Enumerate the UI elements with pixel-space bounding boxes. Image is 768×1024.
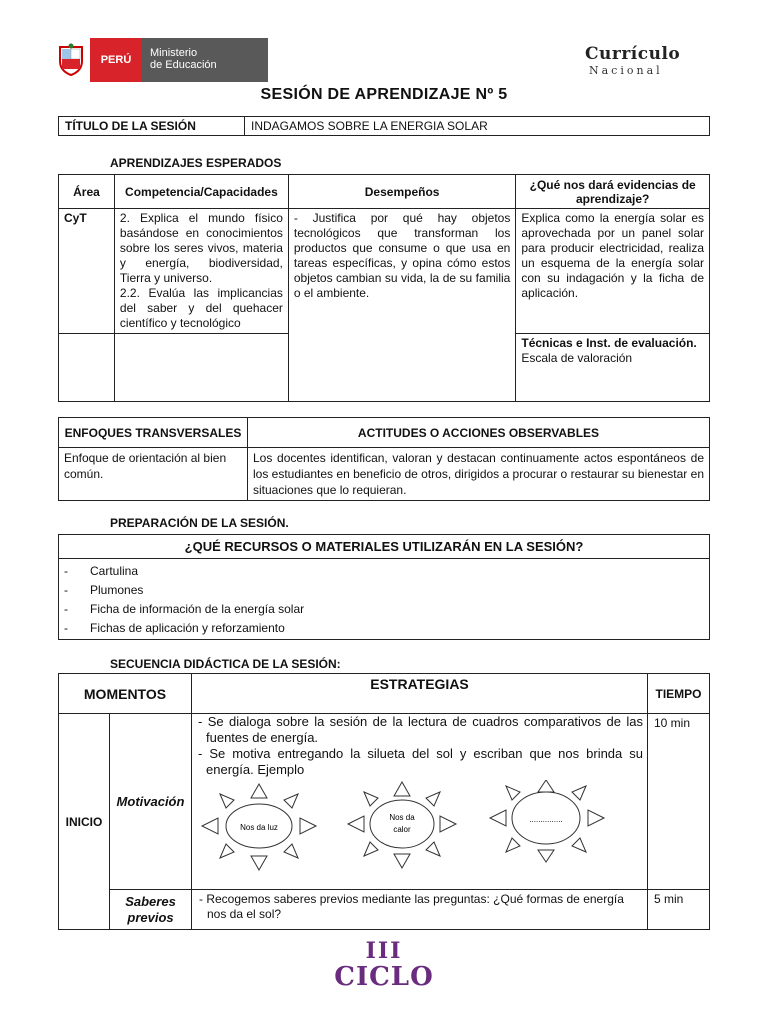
desempeno-cell: - Justifica por qué hay objetos tecnológicos que transforman los productos que consume o que usa en tareas específicas, y opina cómo estos objetos cambian su vida, la de su familia o el ambiente. bbox=[288, 209, 515, 402]
secuencia-heading: SECUENCIA DIDÁCTICA DE LA SESIÓN: bbox=[110, 657, 341, 671]
col-desempenos: Desempeños bbox=[288, 175, 515, 209]
list-item bbox=[64, 580, 704, 599]
tecnicas-value: Escala de valoración bbox=[521, 351, 633, 365]
sun-3-label: ............... bbox=[529, 815, 563, 824]
ministry-label bbox=[142, 38, 268, 82]
saberes-text: - Recogemos saberes previos mediante las preguntas: ¿Qué formas de energía nos da el sol? bbox=[199, 892, 624, 921]
session-title-label: TÍTULO DE LA SESIÓN bbox=[59, 117, 245, 136]
ministry-line2: de Educación bbox=[150, 59, 217, 71]
evidencia-cell: Explica como la energía solar es aprovechada por un panel solar para producir electricidad, realiza un esquema de la energía solar con su indagación y la ficha de aplicación. bbox=[516, 209, 710, 334]
saberes-cell bbox=[192, 890, 648, 930]
item-text: Fichas de aplicación y reforzamiento bbox=[90, 620, 285, 635]
saberes-label-2: previos bbox=[127, 909, 174, 925]
tecnicas-label: Técnicas e Inst. de evaluación. bbox=[521, 336, 697, 350]
ministry-line1: Ministerio bbox=[150, 47, 198, 59]
materiales-list bbox=[59, 559, 710, 640]
session-title-value: INDAGAMOS SOBRE LA ENERGIA SOLAR bbox=[245, 117, 710, 136]
peru-label: PERÚ bbox=[90, 38, 142, 82]
enfoques-header: ENFOQUES TRANSVERSALES bbox=[59, 418, 248, 448]
capacidad-text: 2.2. Evalúa las implicancias del saber y del quehacer científico y tecnológico bbox=[119, 286, 283, 330]
ciclo-logo bbox=[0, 938, 768, 990]
list-item bbox=[64, 561, 704, 580]
actitud-cell: Los docentes identifican, valoran y destacan continuamente actos espontáneos de los estudiantes en beneficio de otros, dirigidos a procurar o restaurar su bienestar en situaciones que lo requieran. bbox=[248, 448, 710, 501]
page-title: SESIÓN DE APRENDIZAJE Nº 5 bbox=[260, 86, 508, 103]
item-text: Plumones bbox=[90, 582, 144, 597]
competencia-text: 2. Explica el mundo físico basándose en conocimientos sobre los seres vivos, materia y energía, biodiversidad, Tierra y universo. bbox=[119, 211, 283, 285]
motivacion-text-1: - Se dialoga sobre la sesión de la lectura de cuadros comparativos de las fuentes de energía. bbox=[198, 714, 643, 745]
coat-of-arms-icon bbox=[52, 38, 90, 82]
list-item bbox=[64, 618, 704, 637]
saberes-time: 5 min bbox=[648, 890, 710, 930]
bullet: - bbox=[64, 582, 68, 597]
sun-1-label: Nos da luz bbox=[240, 823, 278, 832]
bullet: - bbox=[64, 601, 68, 616]
nacional-text: Nacional bbox=[589, 64, 663, 77]
empty-area-cell bbox=[59, 334, 115, 402]
sun-silhouettes bbox=[196, 780, 636, 876]
materiales-question: ¿QUÉ RECURSOS O MATERIALES UTILIZARÁN EN LA SESIÓN? bbox=[59, 535, 710, 559]
saberes-label-1: Saberes bbox=[125, 893, 176, 909]
sun-2-label-a: Nos da bbox=[389, 813, 415, 822]
motivacion-cell bbox=[192, 714, 648, 890]
list-item bbox=[64, 599, 704, 618]
tecnicas-cell bbox=[516, 334, 710, 402]
actitudes-header: ACTITUDES O ACCIONES OBSERVABLES bbox=[248, 418, 710, 448]
motivacion-text-2: - Se motiva entregando la silueta del sol y escriban que nos brinda su energía. Ejemplo bbox=[198, 746, 643, 777]
col-evidencias: ¿Qué nos dará evidencias de aprendizaje? bbox=[516, 175, 710, 209]
col-area: Área bbox=[59, 175, 115, 209]
curriculo-text: Currículo bbox=[585, 44, 681, 64]
minedu-logo bbox=[52, 38, 268, 82]
inicio-cell: INICIO bbox=[59, 714, 110, 930]
bullet: - bbox=[64, 563, 68, 578]
estrategias-header: ESTRATEGIAS bbox=[192, 674, 648, 714]
aprendizajes-heading: APRENDIZAJES ESPERADOS bbox=[110, 156, 282, 170]
empty-competencia-cell bbox=[114, 334, 288, 402]
bullet: - bbox=[64, 620, 68, 635]
ciclo-text: CICLO bbox=[334, 962, 434, 992]
sun-2-label-b: calor bbox=[393, 825, 411, 834]
ciclo-roman: III bbox=[365, 938, 403, 964]
secuencia-table bbox=[58, 673, 710, 930]
preparacion-heading: PREPARACIÓN DE LA SESIÓN. bbox=[110, 516, 289, 530]
tiempo-header: TIEMPO bbox=[648, 674, 710, 714]
motivacion-label: Motivación bbox=[110, 714, 192, 890]
area-cell: CyT bbox=[59, 209, 115, 334]
enfoques-table bbox=[58, 417, 710, 501]
item-text: Ficha de información de la energía solar bbox=[90, 601, 305, 616]
enfoque-cell: Enfoque de orientación al bien común. bbox=[59, 448, 248, 501]
session-title-table bbox=[58, 116, 710, 136]
col-competencia: Competencia/Capacidades bbox=[114, 175, 288, 209]
curriculo-nacional-logo bbox=[585, 44, 695, 77]
materiales-table bbox=[58, 534, 710, 640]
competencia-cell bbox=[114, 209, 288, 334]
item-text: Cartulina bbox=[90, 563, 139, 578]
aprendizajes-table bbox=[58, 174, 710, 402]
motivacion-time: 10 min bbox=[648, 714, 710, 890]
momentos-header: MOMENTOS bbox=[59, 674, 192, 714]
saberes-label bbox=[110, 890, 192, 930]
